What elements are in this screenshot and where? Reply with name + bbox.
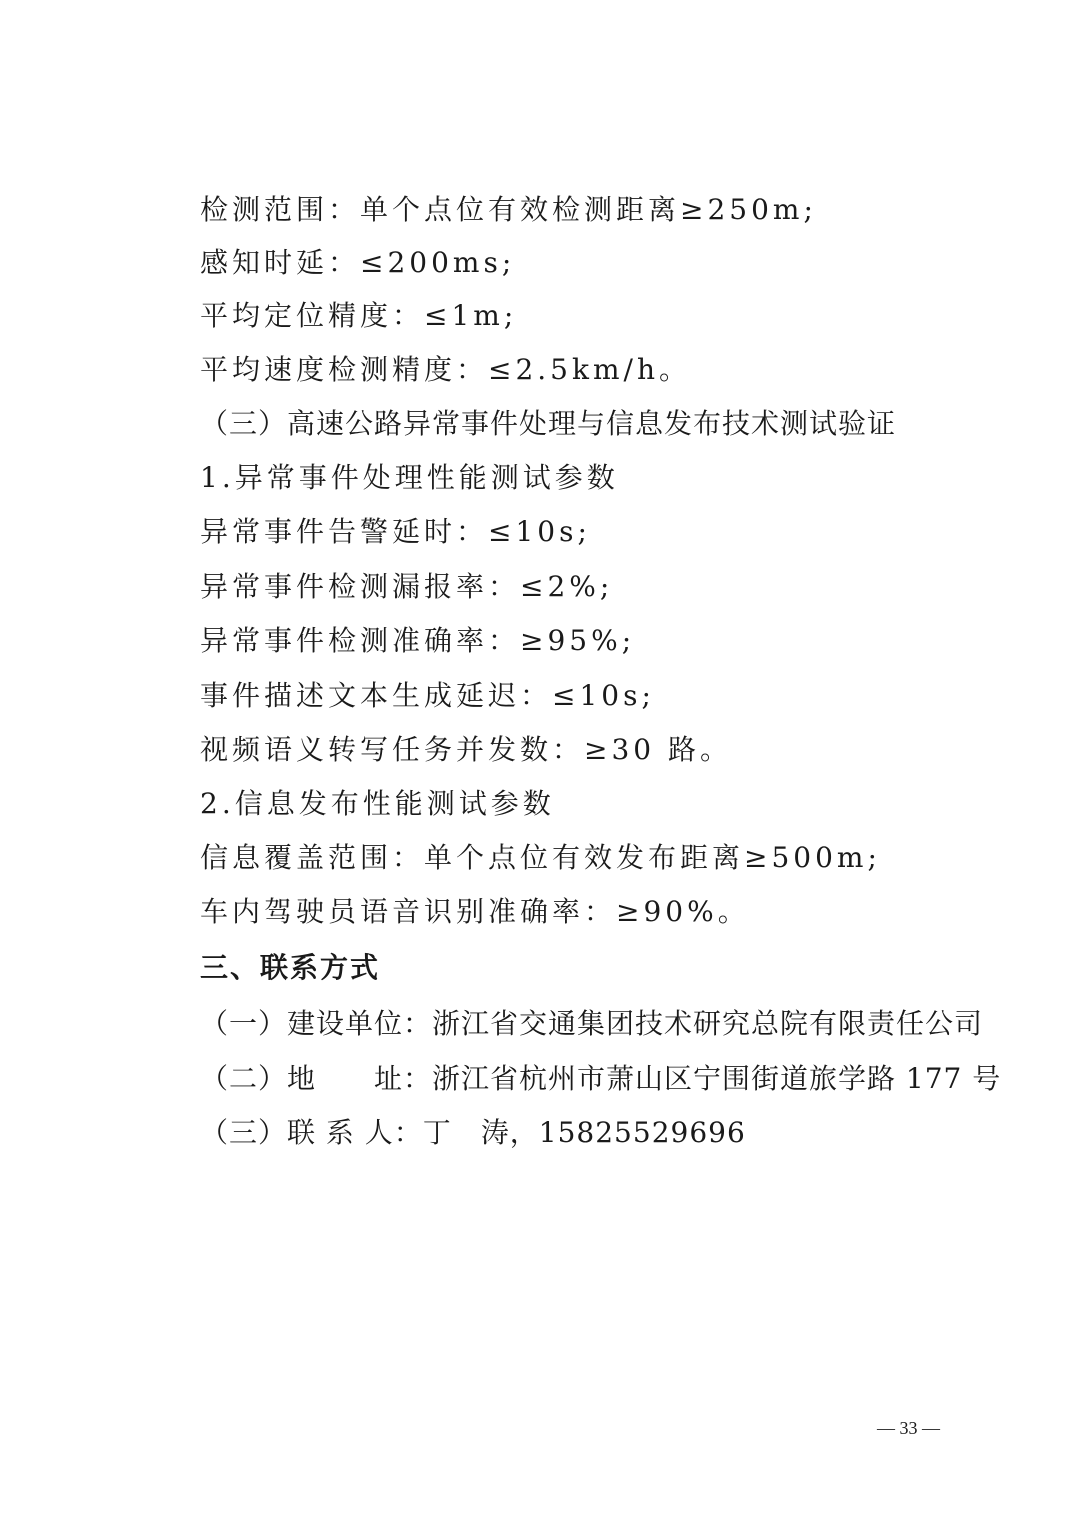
page-number: — 33 — — [877, 1418, 940, 1438]
subsection-one-title: 1.异常事件处理性能测试参数 — [200, 461, 619, 494]
coverage-range-line: 信息覆盖范围：单个点位有效发布距离≥500m; — [200, 841, 881, 874]
detection-accuracy-line: 异常事件检测准确率：≥95%; — [200, 624, 636, 657]
perception-latency-line: 感知时延：≤200ms; — [200, 246, 516, 279]
contact-section-heading: 三、联系方式 — [200, 951, 381, 984]
section-three-title: （三）高速公路异常事件处理与信息发布技术测试验证 — [200, 407, 897, 440]
miss-rate-line: 异常事件检测漏报率：≤2%; — [200, 570, 614, 603]
speed-accuracy-line: 平均速度检测精度：≤2.5km/h。 — [200, 353, 691, 386]
contact-person-line: （三）联 系 人：丁 涛，15825529696 — [200, 1116, 746, 1149]
text-generation-delay-line: 事件描述文本生成延迟：≤10s; — [200, 679, 655, 712]
positioning-accuracy-line: 平均定位精度：≤1m; — [200, 299, 518, 332]
address-line: （二）地 址：浙江省杭州市萧山区宁围街道旅学路 177 号 — [200, 1062, 1002, 1095]
subsection-two-title: 2.信息发布性能测试参数 — [200, 787, 555, 820]
speech-recognition-line: 车内驾驶员语音识别准确率：≥90%。 — [200, 895, 750, 928]
alarm-latency-line: 异常事件告警延时：≤10s; — [200, 515, 591, 548]
detection-range-line: 检测范围：单个点位有效检测距离≥250m; — [200, 193, 817, 226]
builder-unit-line: （一）建设单位：浙江省交通集团技术研究总院有限责任公司 — [200, 1007, 984, 1040]
concurrency-line: 视频语义转写任务并发数：≥30 路。 — [200, 733, 732, 766]
